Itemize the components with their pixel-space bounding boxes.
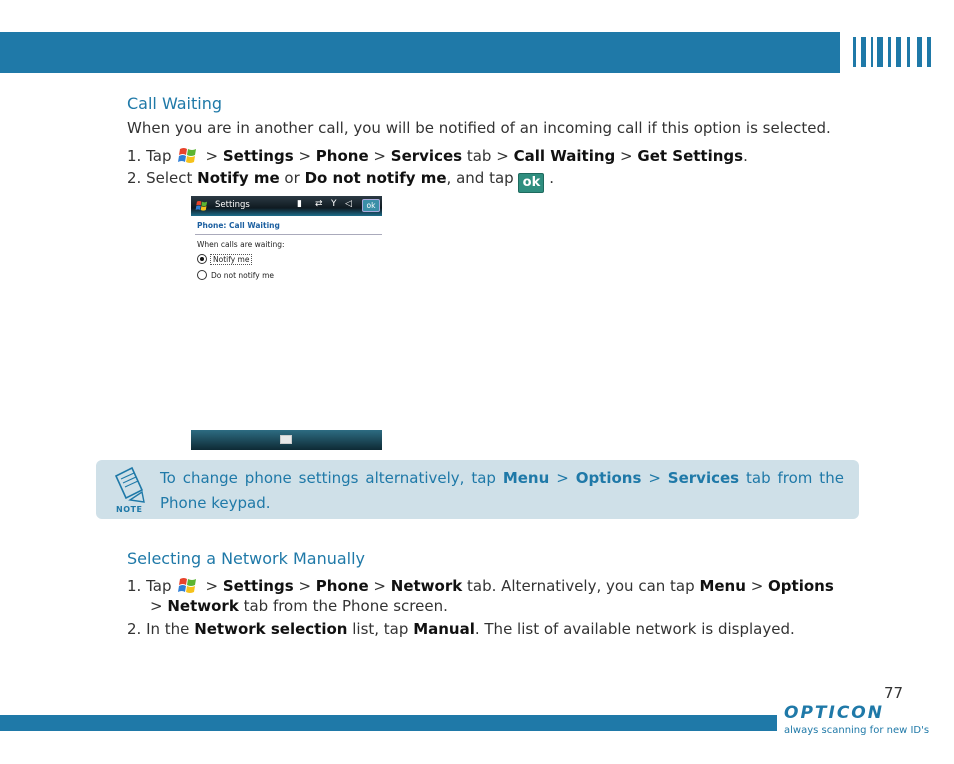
device-title-bar [191, 196, 382, 216]
note-label: NOTE [116, 505, 143, 514]
radio-notify-me[interactable] [197, 254, 207, 264]
radio-label-notify-me[interactable]: Notify me [210, 254, 252, 265]
volume-icon: ◁ [345, 199, 352, 209]
windows-start-icon [177, 145, 199, 165]
footer-band [0, 715, 777, 731]
device-app-title: Settings [215, 200, 250, 210]
windows-start-icon [177, 575, 199, 595]
device-prompt: When calls are waiting: [197, 240, 285, 249]
keyboard-icon[interactable] [280, 435, 292, 444]
section-heading-call-waiting: Call Waiting [127, 94, 223, 113]
step-1-call-waiting: 1. Tap > Settings > Phone > Services tab > Call Waiting > Get Settings. [127, 147, 748, 165]
brand-tagline: always scanning for new ID's [784, 725, 930, 736]
device-subtitle: Phone: Call Waiting [197, 221, 280, 230]
radio-do-not-notify[interactable] [197, 270, 207, 280]
header-band [0, 32, 840, 73]
pencil-note-icon [112, 466, 146, 510]
opticon-logo [784, 702, 930, 722]
divider [195, 234, 382, 235]
page-number: 77 [884, 684, 904, 702]
note-text: To change phone settings alternatively, tap Menu > Options > Services tab from the Phone keypad. [160, 469, 844, 512]
svg-text:OPTICON: OPTICON [784, 703, 884, 722]
step-2-select-option: 2. Select Notify me or Do not notify me, and tap ok . [127, 169, 554, 193]
intro-text: When you are in another call, you will be notified of an incoming call if this option is selected. [127, 119, 831, 137]
device-screenshot [191, 196, 382, 450]
radio-label-do-not-notify[interactable]: Do not notify me [211, 271, 275, 280]
note-box [96, 460, 859, 519]
step-1-network: 1. Tap > Settings > Phone > Network tab. Alternatively, you can tap Menu > Options [127, 577, 834, 595]
connectivity-icon: ⇄ [315, 199, 323, 209]
windows-start-icon [195, 199, 209, 212]
ok-button-icon: ok [518, 173, 544, 193]
device-menu-bar [191, 430, 382, 450]
signal-icon: Y [331, 199, 337, 209]
step-2-network: 2. In the Network selection list, tap Manual. The list of available network is displayed. [127, 620, 795, 638]
barcode-logo [727, 35, 937, 69]
device-ok-button[interactable]: ok [362, 199, 380, 212]
battery-icon: ▮ [297, 199, 302, 209]
section-heading-network: Selecting a Network Manually [127, 549, 366, 568]
step-1-network-cont: > Network tab from the Phone screen. [150, 597, 448, 615]
